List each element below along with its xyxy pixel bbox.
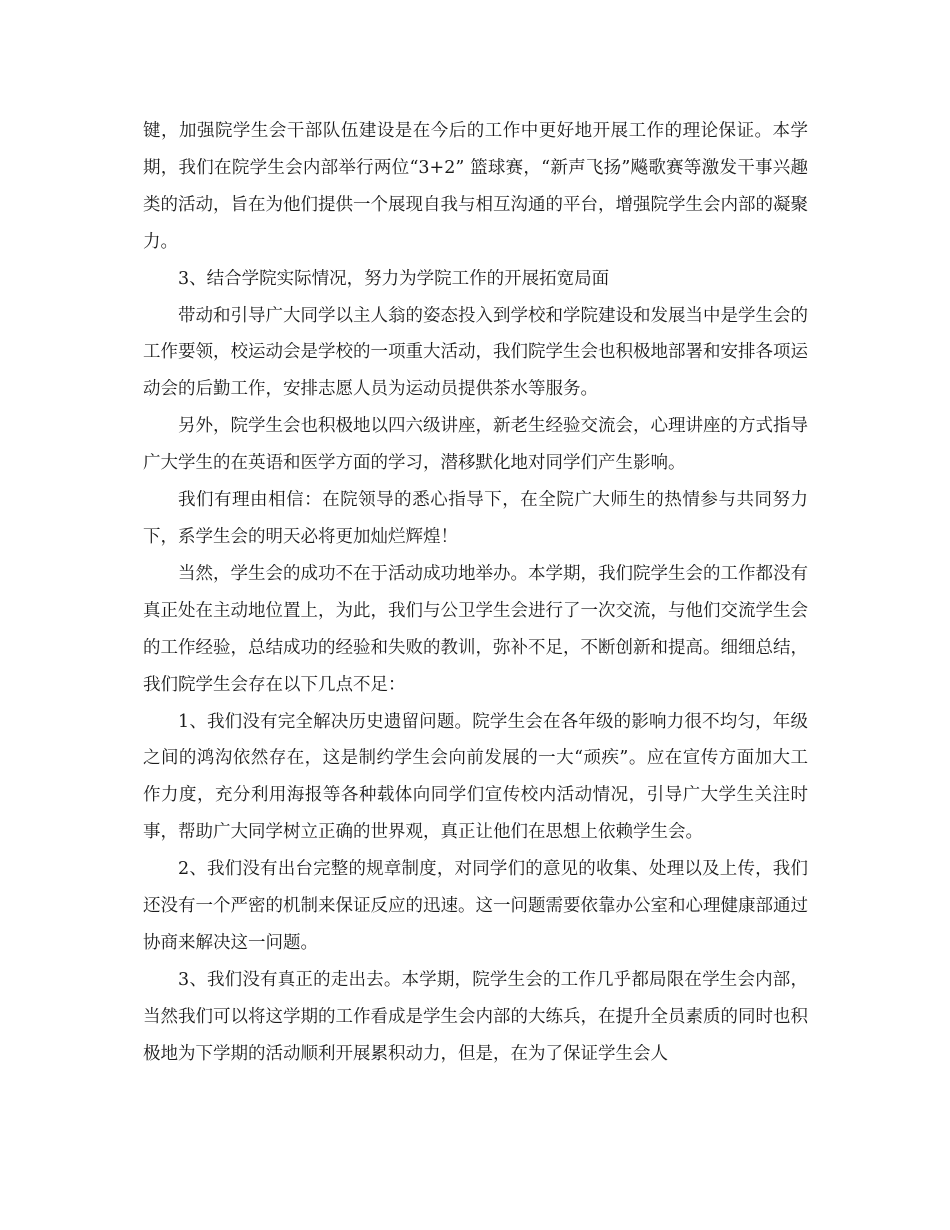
paragraph: 当然，学生会的成功不在于活动成功地举办。本学期，我们院学生会的工作都没有真正处在主动地位置上，为此，我们与公卫学生会进行了一次交流，与他们交流学生会的工作经验，总结成功的经验和失败的教训，弥补不足，不断创新和提高。细细总结，我们院学生会存在以下几点不足： <box>143 563 808 695</box>
paragraph: 我们有理由相信：在院领导的悉心指导下，在全院广大师生的热情参与共同努力下，系学生会的明天必将更加灿烂辉煌！ <box>143 490 808 547</box>
paragraph-heading-3: 3、结合学院实际情况，努力为学院工作的开展拓宽局面 <box>178 268 610 289</box>
paragraph: 带动和引导广大同学以主人翁的姿态投入到学校和学院建设和发展当中是学生会的工作要领，校运动会是学校的一项重大活动，我们院学生会也积极地部署和安排各项运动会的后勤工作，安排志愿人员为运动员提供茶水等服务。 <box>143 305 808 400</box>
paragraph-shortcoming-1: 1、我们没有完全解决历史遗留问题。院学生会在各年级的影响力很不均匀，年级之间的鸿沟依然存在，这是制约学生会向前发展的一大“顽疾”。应在宣传方面加大工作力度，充分利用海报等各种载体向同学们宣传校内活动情况，引导广大学生关注时事，帮助广大同学树立正确的世界观，真正让他们在思想上依赖学生会。 <box>143 711 808 843</box>
paragraph-shortcoming-3: 3、我们没有真正的走出去。本学期，院学生会的工作几乎都局限在学生会内部，当然我们可以将这学期的工作看成是学生会内部的大练兵，在提升全员素质的同时也积极地为下学期的活动顺利开展累积动力，但是，在为了保证学生会人 <box>143 969 808 1064</box>
paragraph-continuation: 键，加强院学生会干部队伍建设是在今后的工作中更好地开展工作的理论保证。本学期，我们在院学生会内部举行两位“3+2” 篮球赛，“新声飞扬”飚歌赛等激发干事兴趣类的活动，旨在为他们提供一个展现自我与相互沟通的平台，增强院学生会内部的凝聚力。 <box>143 121 808 252</box>
paragraph-shortcoming-2: 2、我们没有出台完整的规章制度，对同学们的意见的收集、处理以及上传，我们还没有一个严密的机制来保证反应的迅速。这一问题需要依靠办公室和心理健康部通过协商来解决这一问题。 <box>143 859 808 953</box>
document-body <box>143 113 808 1073</box>
paragraph: 另外，院学生会也积极地以四六级讲座，新老生经验交流会，心理讲座的方式指导广大学生的在英语和医学方面的学习，潜移默化地对同学们产生影响。 <box>143 416 808 474</box>
